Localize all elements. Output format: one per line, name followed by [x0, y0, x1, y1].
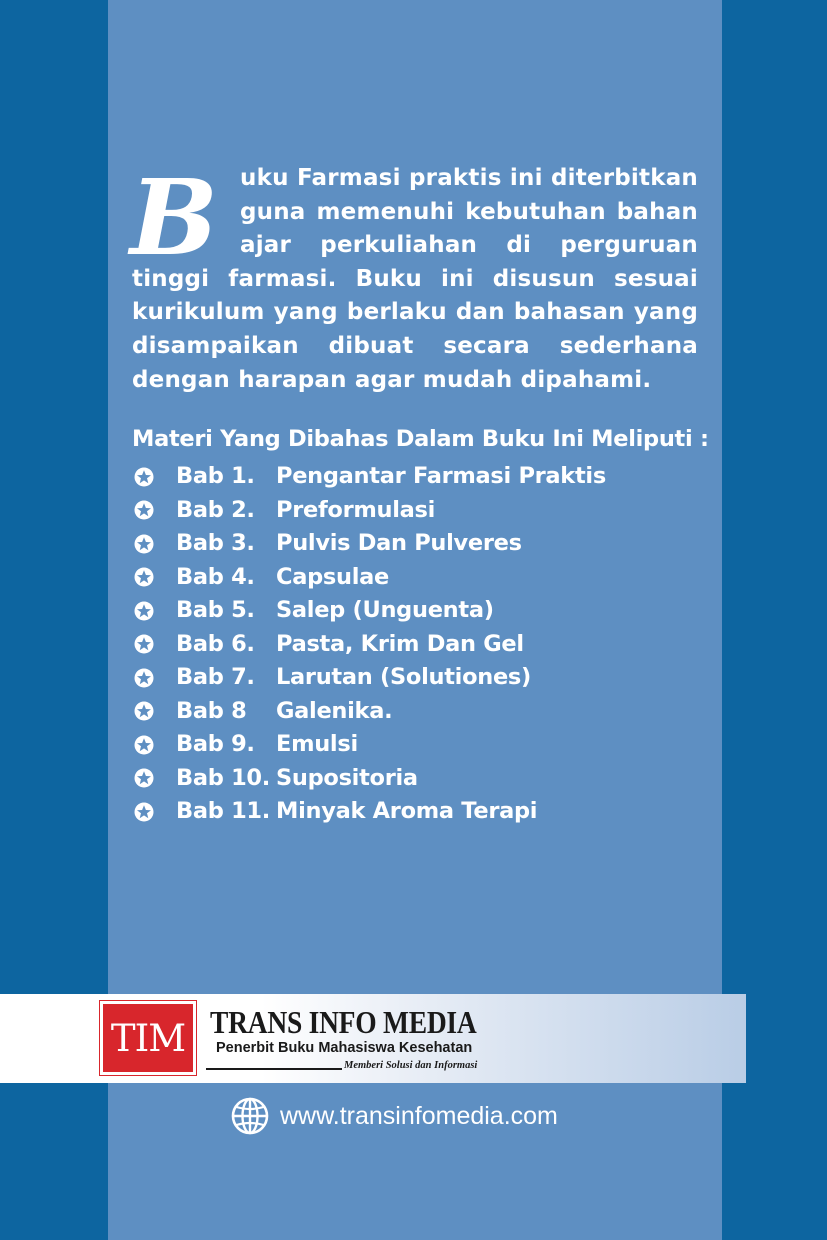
chapter-title: Capsulae	[276, 563, 389, 590]
list-item	[134, 795, 606, 829]
star-bullet-icon	[134, 534, 176, 554]
list-item	[134, 561, 606, 595]
chapter-title: Pengantar Farmasi Praktis	[276, 463, 606, 489]
chapter-title: Larutan (Solutiones)	[276, 664, 531, 690]
star-bullet-icon	[134, 634, 176, 654]
website	[230, 1096, 558, 1136]
publisher-name: TRANS INFO MEDIA	[210, 1004, 477, 1040]
chapter-title: Salep (Unguenta)	[276, 597, 494, 623]
star-bullet-icon	[134, 735, 176, 755]
chapter-number: Bab 9.	[176, 731, 255, 757]
website-url: www.transinfomedia.com	[280, 1101, 558, 1130]
chapter-title: Galenika.	[276, 697, 393, 724]
chapter-list	[134, 460, 606, 829]
star-bullet-icon	[134, 467, 176, 487]
list-item	[134, 594, 606, 628]
list-item	[134, 728, 606, 762]
list-item	[134, 527, 606, 561]
publisher-tagline: Penerbit Buku Mahasiswa Kesehatan	[216, 1040, 473, 1056]
list-item	[134, 661, 606, 695]
chapter-title: Pulvis Dan Pulveres	[276, 530, 522, 556]
dropcap-glyph: B	[130, 164, 219, 262]
intro-paragraph	[132, 162, 698, 397]
publisher-motto: Memberi Solusi dan Informasi	[344, 1060, 478, 1071]
star-bullet-icon	[134, 500, 176, 520]
chapter-number: Bab 10.	[176, 764, 271, 791]
star-bullet-icon	[134, 768, 176, 788]
publisher-logo	[100, 1001, 196, 1075]
chapter-title: Pasta, Krim Dan Gel	[276, 630, 524, 657]
chapter-title: Preformulasi	[276, 496, 436, 523]
list-item	[134, 695, 606, 729]
chapter-number: Bab 7.	[176, 664, 255, 690]
list-item	[134, 494, 606, 528]
dropcap-letter	[126, 164, 234, 262]
contents-heading: Materi Yang Dibahas Dalam Buku Ini Meliputi :	[132, 426, 709, 452]
list-item	[134, 460, 606, 494]
star-bullet-icon	[134, 802, 176, 822]
chapter-number: Bab 1.	[176, 463, 255, 489]
chapter-number: Bab 8	[176, 697, 247, 724]
logo-text: TIM	[110, 1016, 186, 1060]
chapter-number: Bab 2.	[176, 496, 255, 523]
list-item	[134, 762, 606, 796]
chapter-number: Bab 11.	[176, 798, 271, 824]
star-bullet-icon	[134, 701, 176, 721]
divider	[206, 1068, 342, 1070]
chapter-number: Bab 5.	[176, 597, 255, 623]
intro-text: uku Farmasi praktis ini diterbitkan guna memenuhi kebutuhan bahan ajar perkuliahan di perguruan tinggi farmasi. Buku ini disusun sesuai kurikulum yang berlaku dan bahasan yang disampaikan dibuat secara sederhana dengan harapan agar mudah dipahami.	[132, 165, 698, 393]
chapter-title: Supositoria	[276, 764, 418, 791]
chapter-number: Bab 3.	[176, 530, 255, 556]
star-bullet-icon	[134, 567, 176, 587]
chapter-number: Bab 6.	[176, 630, 255, 657]
list-item	[134, 628, 606, 662]
star-bullet-icon	[134, 601, 176, 621]
chapter-title: Minyak Aroma Terapi	[276, 798, 538, 824]
chapter-number: Bab 4.	[176, 563, 255, 590]
star-bullet-icon	[134, 668, 176, 688]
chapter-title: Emulsi	[276, 731, 358, 757]
globe-icon	[230, 1096, 270, 1136]
